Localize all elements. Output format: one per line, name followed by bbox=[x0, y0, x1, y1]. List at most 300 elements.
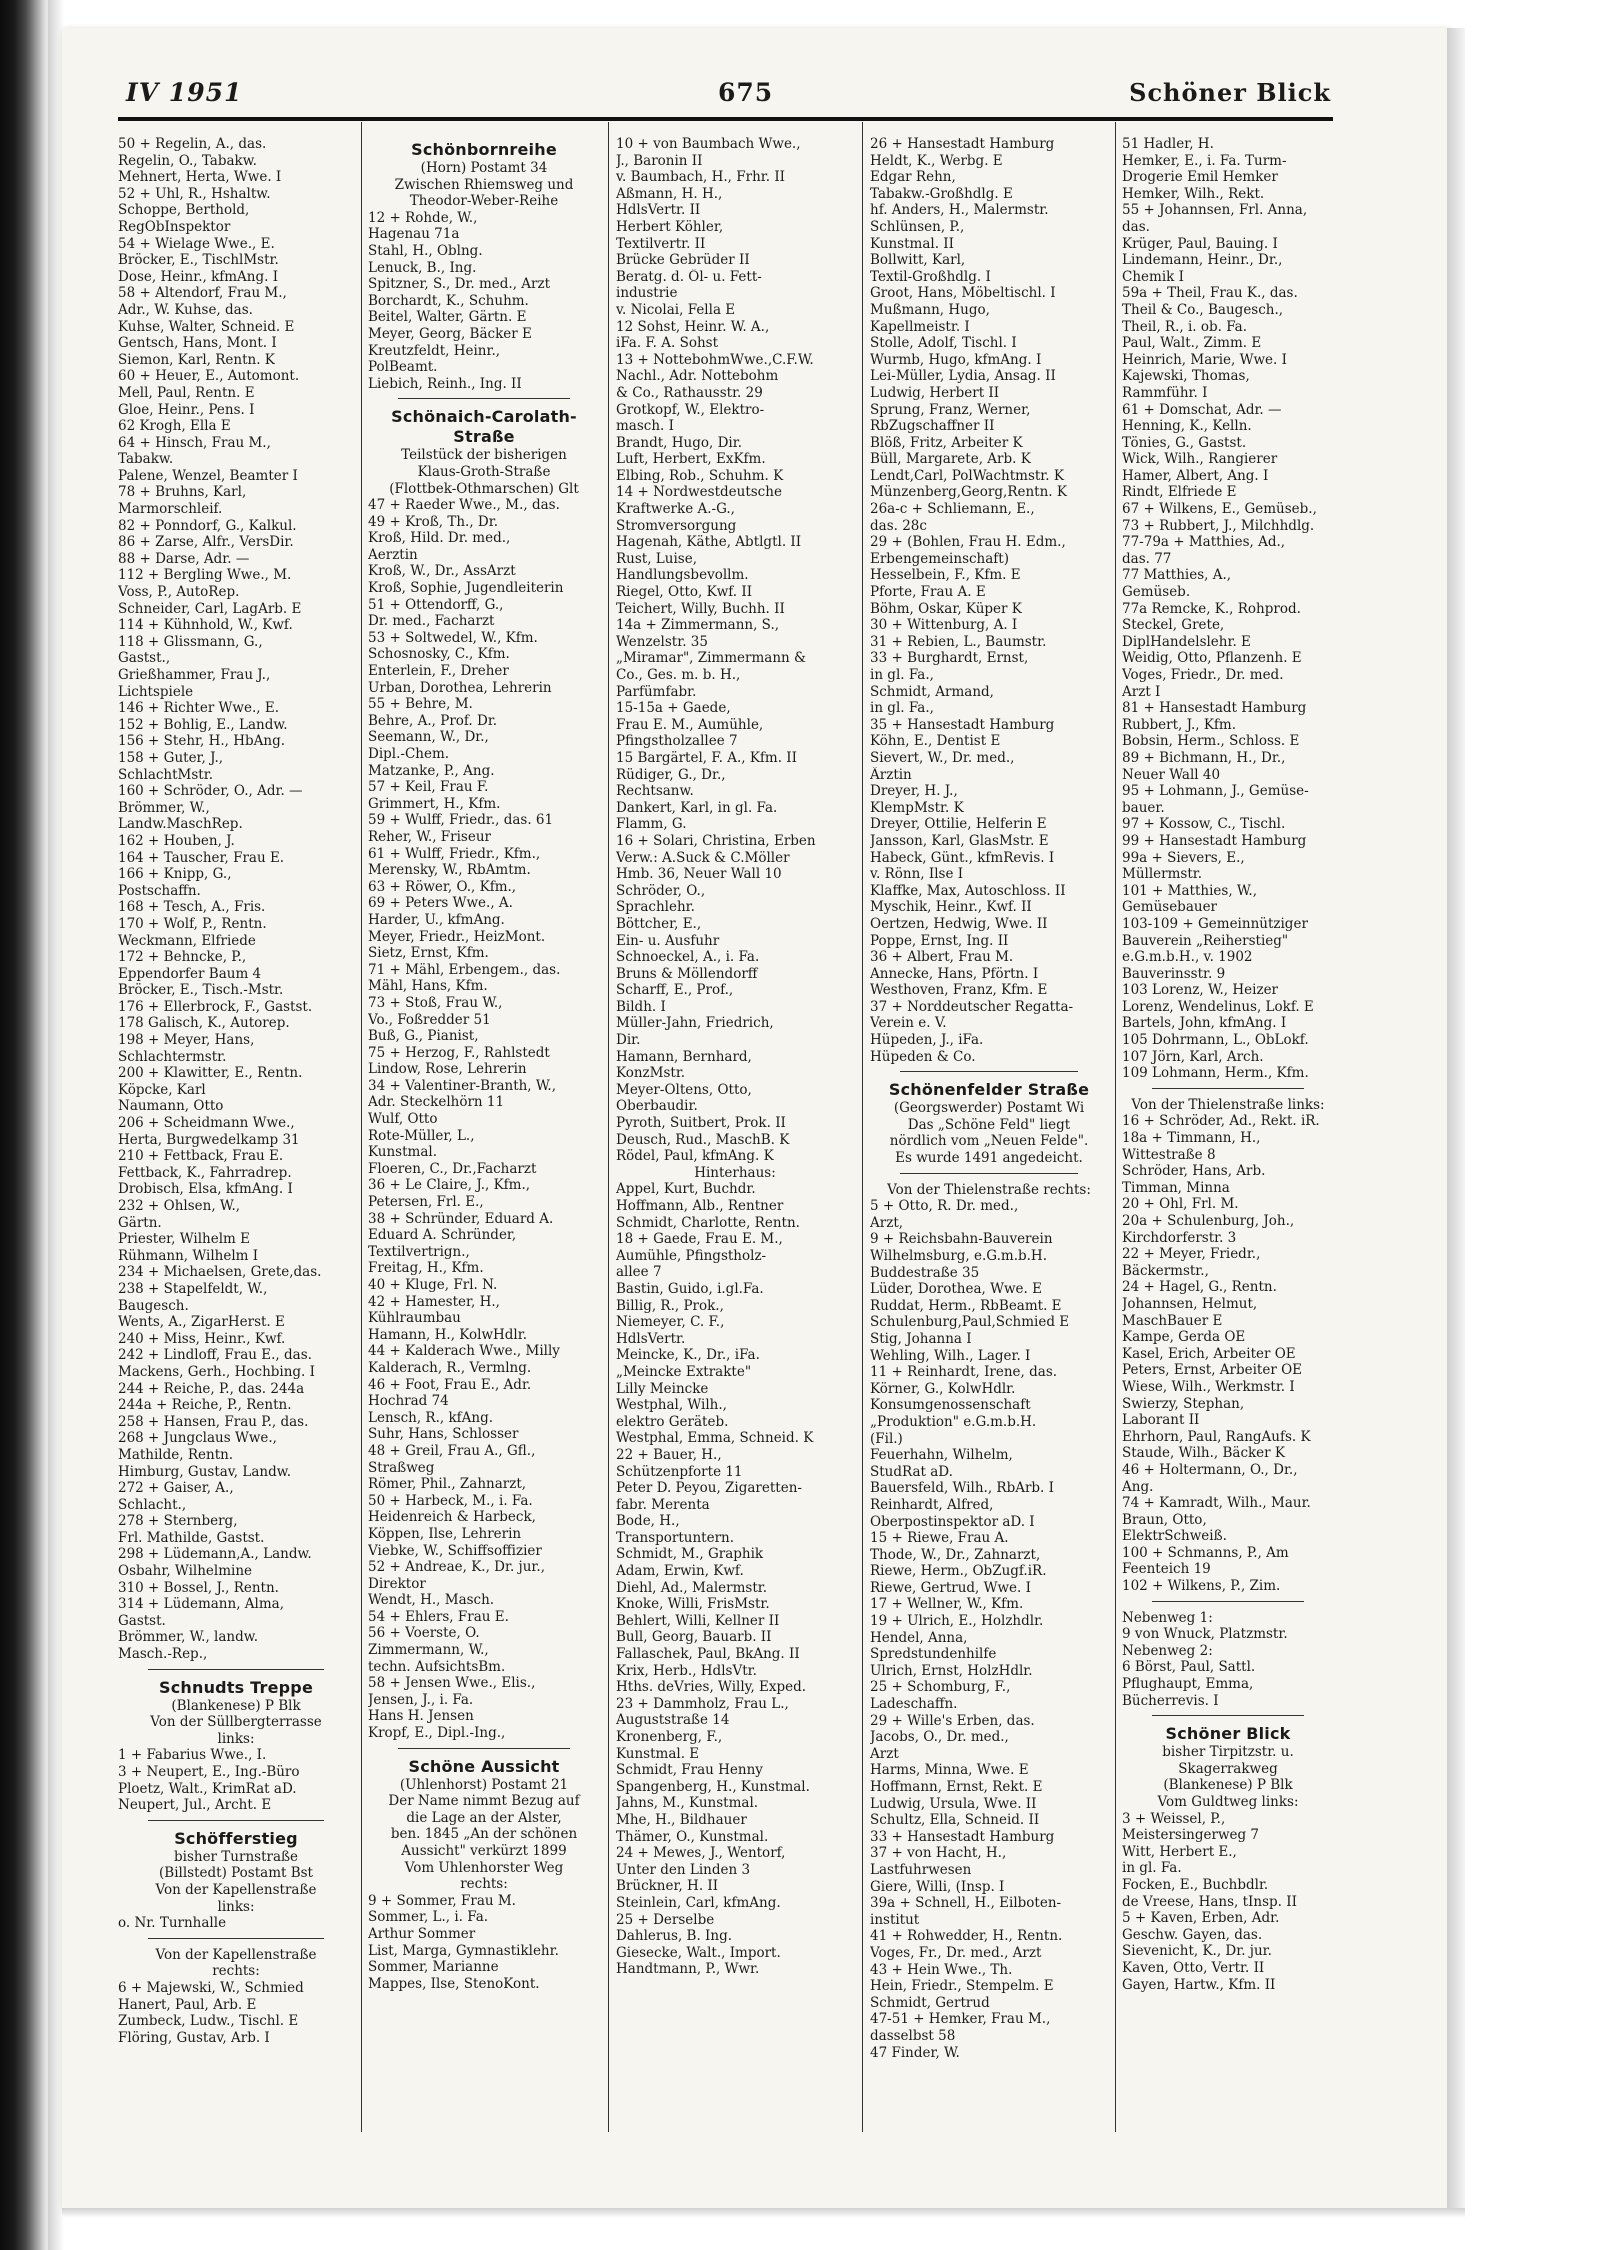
directory-entry-line: „Meincke Extrakte" bbox=[616, 1363, 752, 1380]
directory-entry-line: 105 Dohrmann, L., ObLokf. bbox=[1122, 1032, 1309, 1049]
directory-entry-line: 12 + Rohde, W., bbox=[368, 209, 478, 226]
directory-entry-line: Hendel, Anna, bbox=[870, 1629, 968, 1646]
directory-entry-line: Pfingstholzallee 7 bbox=[616, 733, 738, 750]
section-rule bbox=[1152, 1088, 1304, 1089]
directory-entry-line: 99 + Hansestadt Hamburg bbox=[1122, 832, 1307, 849]
directory-entry-line: Deusch, Rud., MaschB. K bbox=[616, 1131, 790, 1148]
directory-entry-line: Riegel, Otto, Kwf. II bbox=[616, 584, 753, 601]
street-note: Vom Guldtweg links: bbox=[1157, 1794, 1299, 1810]
directory-entry-line: Suhr, Hans, Schlosser bbox=[368, 1426, 519, 1443]
directory-entry-line: das. 28c bbox=[870, 517, 927, 534]
directory-entry-line: Mhe, H., Bildhauer bbox=[616, 1811, 747, 1828]
directory-entry-line: Hein, Friedr., Stempelm. E bbox=[870, 1978, 1054, 1995]
directory-entry-line: Mell, Paul, Rentn. E bbox=[118, 384, 255, 401]
street-note: Theodor-Weber-Reihe bbox=[409, 193, 559, 210]
directory-entry-line: Müller-Jahn, Friedrich, bbox=[616, 1015, 774, 1032]
directory-entry-line: Bastin, Guido, i.gl.Fa. bbox=[616, 1280, 764, 1297]
directory-entry-line: Johannsen, Helmut, bbox=[1122, 1295, 1258, 1312]
directory-entry-line: Pflughaupt, Emma, bbox=[1122, 1676, 1254, 1693]
directory-entry-line: 38 + Schründer, Eduard A. bbox=[368, 1210, 554, 1227]
directory-entry-line: Konsumgenossenschaft bbox=[870, 1397, 1031, 1414]
directory-entry-line: Ehrhorn, Paul, RangAufs. K bbox=[1122, 1428, 1311, 1445]
directory-entry-line: Hemker, E., i. Fa. Turm- bbox=[1122, 152, 1287, 169]
directory-entry-line: Adam, Erwin, Kwf. bbox=[616, 1563, 744, 1580]
directory-entry-line: Wenzelstr. 35 bbox=[616, 633, 708, 650]
directory-entry-line: 26 + Hansestadt Hamburg bbox=[870, 136, 1055, 152]
directory-entry-line: 3 + Weissel, P., bbox=[1122, 1810, 1226, 1827]
directory-entry-line: Baugesch. bbox=[118, 1297, 189, 1314]
volume-year: IV 1951 bbox=[126, 78, 243, 107]
directory-entry-line: Schmidt, M., Graphik bbox=[616, 1546, 764, 1563]
directory-entry-line: 51 Hadler, H. bbox=[1122, 136, 1214, 152]
directory-entry-line: 20a + Schulenburg, Joh., bbox=[1122, 1213, 1295, 1229]
directory-entry-line: Sievenicht, K., Dr. jur. bbox=[1122, 1943, 1272, 1960]
directory-entry-line: Scharff, E., Prof., bbox=[616, 982, 734, 999]
directory-entry-line: Meistersingerweg 7 bbox=[1122, 1827, 1260, 1844]
directory-entry-line: Behlert, Willi, Kellner II bbox=[616, 1612, 780, 1629]
directory-entry-line: das. 77 bbox=[1122, 550, 1172, 567]
directory-entry-line: 9 + Sommer, Frau M. bbox=[368, 1892, 516, 1909]
directory-entry-line: Schulenburg,Paul,Schmied E bbox=[870, 1314, 1070, 1331]
directory-entry-line: Schmidt, Frau Henny bbox=[616, 1762, 763, 1779]
directory-entry-line: Regelin, O., Tabakw. bbox=[118, 152, 257, 169]
directory-entry-line: Stahl, H., Oblng. bbox=[368, 242, 483, 259]
directory-entry-line: Kropf, E., Dipl.-Ing., bbox=[368, 1725, 506, 1742]
directory-entry-line: Laborant II bbox=[1122, 1412, 1200, 1429]
directory-entry-line: Direktor bbox=[368, 1575, 426, 1592]
directory-entry-line: 74 + Kamradt, Wilh., Maur. bbox=[1122, 1495, 1311, 1512]
street-note: Teilstück der bisherigen bbox=[401, 447, 567, 464]
directory-entry-line: HdlsVertr. bbox=[616, 1330, 686, 1347]
directory-entry-line: 40 + Kluge, Frl. N. bbox=[368, 1277, 498, 1293]
section-rule bbox=[148, 1820, 324, 1821]
directory-entry-line: Borchardt, K., Schuhm. bbox=[368, 292, 529, 309]
directory-entry-line: Schröder, O., bbox=[616, 882, 706, 899]
directory-entry-line: „Miramar", Zimmermann & bbox=[616, 650, 807, 667]
directory-entry-line: Enterlein, F., Dreher bbox=[368, 663, 509, 680]
directory-entry-line: Lindow, Rose, Lehrerin bbox=[368, 1061, 527, 1078]
directory-entry-line: Rühmann, Wilhelm I bbox=[118, 1247, 259, 1264]
directory-entry-line: Himburg, Gustav, Landw. bbox=[118, 1463, 291, 1480]
directory-entry-line: Hemker, Wilh., Rekt. bbox=[1122, 185, 1265, 202]
directory-entry-line: Reher, W., Friseur bbox=[368, 828, 491, 845]
directory-entry-line: 15 + Riewe, Frau A. bbox=[870, 1530, 1009, 1547]
directory-entry-line: Buddestraße 35 bbox=[870, 1264, 980, 1281]
directory-entry-line: 5 + Otto, R. Dr. med., bbox=[870, 1198, 1019, 1215]
directory-entry-line: industrie bbox=[616, 285, 678, 302]
directory-entry-line: Tabakw.-Großhdlg. E bbox=[870, 185, 1013, 202]
directory-entry-line: Schützenpforte 11 bbox=[616, 1463, 743, 1480]
directory-entry-line: Weckmann, Elfriede bbox=[118, 932, 256, 949]
directory-entry-line: 54 + Ehlers, Frau E. bbox=[368, 1608, 509, 1625]
directory-entry-line: Fallaschek, Paul, BkAng. II bbox=[616, 1646, 800, 1663]
directory-entry-line: Wendt, H., Masch. bbox=[368, 1592, 495, 1609]
directory-entry-line: 73 + Stoß, Frau W., bbox=[368, 994, 503, 1011]
directory-entry-line: Naumann, Otto bbox=[118, 1098, 224, 1115]
directory-entry-line: Steckel, Grete, bbox=[1122, 617, 1225, 634]
directory-entry-line: Riewe, Gertrud, Wwe. I bbox=[870, 1579, 1031, 1596]
directory-entry-line: Sietz, Ernst, Kfm. bbox=[368, 945, 489, 962]
directory-entry-line: Wurmb, Hugo, kfmAng. I bbox=[870, 351, 1042, 368]
directory-entry-line: Diehl, Ad., Malermstr. bbox=[616, 1579, 768, 1596]
directory-entry-line: Schmidt, Armand, bbox=[870, 683, 994, 700]
directory-entry-line: Henning, K., Kelln. bbox=[1122, 418, 1252, 435]
directory-entry-line: Kroß, Sophie, Jugendleiterin bbox=[368, 580, 564, 597]
directory-entry-line: Bauersfeld, Wilh., RbArb. I bbox=[870, 1480, 1054, 1497]
directory-entry-line: Bauverinsstr. 9 bbox=[1122, 965, 1226, 982]
directory-entry-line: Peter D. Peyou, Zigaretten- bbox=[616, 1480, 802, 1497]
directory-entry-line: 118 + Glissmann, G., bbox=[118, 633, 263, 650]
directory-entry-line: 43 + Hein Wwe., Th. bbox=[870, 1961, 1013, 1978]
directory-entry-line: 17 + Wellner, W., Kfm. bbox=[870, 1596, 1024, 1613]
directory-entry-line: Nebenweg 2: bbox=[1122, 1642, 1213, 1659]
directory-entry-line: 172 + Behncke, P., bbox=[118, 949, 247, 966]
directory-entry-line: Gloe, Heinr., Pens. I bbox=[118, 401, 255, 418]
directory-entry-line: Behre, A., Prof. Dr. bbox=[368, 712, 498, 729]
directory-entry-line: Ulrich, Ernst, HolzHdlr. bbox=[870, 1662, 1033, 1679]
directory-entry-line: Rubbert, J., Kfm. bbox=[1122, 716, 1237, 733]
street-heading: Schöne Aussicht bbox=[408, 1756, 560, 1776]
directory-entry-line: 200 + Klawitter, E., Rentn. bbox=[118, 1065, 303, 1082]
directory-entry-line: Hagenah, Käthe, Abtlgtl. II bbox=[616, 534, 802, 551]
directory-entry-line: Bode, H., bbox=[616, 1513, 680, 1530]
column-divider bbox=[862, 122, 863, 2132]
directory-entry-line: Sommer, L., i. Fa. bbox=[368, 1909, 489, 1926]
directory-entry-line: Arzt I bbox=[1122, 683, 1161, 700]
directory-entry-line: Giesecke, Walt., Import. bbox=[616, 1944, 781, 1961]
directory-entry-line: 244a + Reiche, P., Rentn. bbox=[118, 1397, 292, 1414]
directory-entry-line: Straßweg bbox=[368, 1459, 435, 1476]
directory-entry-line: Matzanke, P., Ang. bbox=[368, 762, 495, 779]
directory-entry-line: Co., Ges. m. b. H., bbox=[616, 667, 741, 683]
directory-entry-line: Kroß, Hild. Dr. med., bbox=[368, 530, 511, 547]
directory-entry-line: Müllermstr. bbox=[1122, 866, 1203, 883]
directory-entry-line: hf. Anders, H., Malermstr. bbox=[870, 202, 1049, 219]
page-edge-right bbox=[1447, 28, 1465, 2208]
directory-entry-line: 18a + Timmann, H., bbox=[1122, 1130, 1261, 1147]
directory-entry-line: 59a + Theil, Frau K., das. bbox=[1122, 285, 1298, 302]
directory-entry-line: Meyer, Friedr., HeizMont. bbox=[368, 928, 546, 945]
directory-entry-line: Kroß, W., Dr., AssArzt bbox=[368, 563, 516, 580]
directory-entry-line: Ang. bbox=[1122, 1478, 1154, 1495]
directory-entry-line: Lastfuhrwesen bbox=[870, 1861, 972, 1878]
directory-entry-line: Meyer, Georg, Bäcker E bbox=[368, 325, 532, 342]
directory-entry-line: 164 + Tauscher, Frau E. bbox=[118, 849, 285, 866]
directory-entry-line: institut bbox=[870, 1911, 920, 1928]
directory-entry-line: 36 + Albert, Frau M. bbox=[870, 949, 1014, 966]
street-note: rechts: bbox=[460, 1876, 508, 1893]
directory-entry-line: 42 + Hamester, H., bbox=[368, 1293, 500, 1310]
directory-entry-line: Merensky, W., RbAmtm. bbox=[368, 862, 531, 879]
directory-entry-line: Mußmann, Hugo, bbox=[870, 301, 990, 318]
directory-entry-line: Verw.: A.Suck & C.Möller bbox=[616, 849, 790, 866]
directory-entry-line: ElektrSchweiß. bbox=[1122, 1528, 1227, 1545]
directory-entry-line: Wulf, Otto bbox=[368, 1111, 438, 1128]
directory-entry-line: Wick, Wilh., Rangierer bbox=[1122, 451, 1278, 468]
directory-entry-line: 14a + Zimmermann, S., bbox=[616, 617, 780, 634]
directory-entry-line: Drogerie Emil Hemker bbox=[1122, 169, 1278, 186]
directory-entry-line: KlempMstr. K bbox=[870, 799, 964, 816]
street-note: (Blankenese) P Blk bbox=[1163, 1777, 1293, 1794]
street-note: die Lage an der Alster, bbox=[406, 1809, 562, 1826]
directory-entry-line: allee 7 bbox=[616, 1264, 662, 1281]
directory-entry-line: Kunstmal. E bbox=[616, 1745, 700, 1762]
directory-entry-line: Hoffmann, Ernst, Rekt. E bbox=[870, 1779, 1043, 1795]
street-note: Klaus-Groth-Straße bbox=[417, 463, 551, 480]
directory-entry-line: Kraftwerke A.-G., bbox=[616, 501, 735, 518]
directory-entry-line: Staude, Wilh., Bäcker K bbox=[1122, 1445, 1286, 1462]
directory-entry-line: 58 + Altendorf, Frau M., bbox=[118, 285, 287, 302]
directory-entry-line: 101 + Matthies, W., bbox=[1122, 882, 1257, 899]
directory-entry-line: in gl. Fa. bbox=[1122, 1860, 1182, 1877]
directory-entry-line: Paul, Walt., Zimm. E bbox=[1122, 335, 1262, 352]
directory-entry-line: List, Marga, Gymnastiklehr. bbox=[368, 1942, 559, 1959]
directory-entry-line: Feuerhahn, Wilhelm, bbox=[870, 1447, 1013, 1464]
street-note: bisher Tirpitzstr. u. bbox=[1162, 1744, 1294, 1761]
directory-entry-line: Lüder, Dorothea, Wwe. E bbox=[870, 1281, 1042, 1298]
directory-entry-line: das. bbox=[1122, 218, 1150, 235]
directory-entry-line: Hüpeden, J., iFa. bbox=[870, 1032, 984, 1049]
directory-entry-line: Beitel, Walter, Gärtn. E bbox=[368, 309, 527, 326]
page-number: 675 bbox=[718, 78, 774, 107]
directory-entry-line: Adr. Steckelhörn 11 bbox=[368, 1094, 505, 1111]
directory-entry-line: Kunstmal. II bbox=[870, 235, 954, 252]
directory-entry-line: Schultz, Ella, Schneid. II bbox=[870, 1812, 1040, 1829]
directory-entry-line: Myschik, Heinr., Kwf. II bbox=[870, 899, 1032, 916]
directory-entry-line: Chemik I bbox=[1122, 268, 1184, 285]
directory-entry-line: 103 Lorenz, W., Heizer bbox=[1122, 982, 1279, 999]
directory-entry-line: 310 + Bossel, J., Rentn. bbox=[118, 1579, 279, 1596]
directory-entry-line: 244 + Reiche, P., das. 244a bbox=[118, 1380, 305, 1397]
directory-entry-line: 232 + Ohlsen, W., bbox=[118, 1198, 241, 1214]
directory-entry-line: Floeren, C., Dr.,Facharzt bbox=[368, 1160, 537, 1177]
directory-entry-line: 55 + Behre, M. bbox=[368, 696, 473, 713]
street-note: (Flottbek-Othmarschen) Glt bbox=[389, 480, 579, 497]
directory-entry-line: Gayen, Hartw., Kfm. II bbox=[1122, 1976, 1276, 1993]
directory-entry-line: 238 + Stapelfeldt, W., bbox=[118, 1280, 268, 1297]
directory-entry-line: Geschw. Gayen, das. bbox=[1122, 1926, 1263, 1943]
directory-entry-line: 103-109 + Gemeinnütziger bbox=[1122, 915, 1308, 932]
directory-entry-line: Spangenberg, H., Kunstmal. bbox=[616, 1778, 810, 1795]
directory-entry-line: Schmidt, Charlotte, Rentn. bbox=[616, 1214, 800, 1231]
directory-entry-line: Jensen, J., i. Fa. bbox=[368, 1691, 474, 1708]
directory-entry-line: Gemüseb. bbox=[1122, 584, 1191, 601]
directory-entry-line: 52 + Andreae, K., Dr. jur., bbox=[368, 1559, 545, 1576]
binding-edge bbox=[0, 0, 48, 2250]
directory-entry-line: 146 + Richter Wwe., E. bbox=[118, 700, 279, 717]
directory-entry-line: 26a-c + Schliemann, E., bbox=[870, 501, 1035, 518]
section-rule bbox=[1152, 1715, 1304, 1716]
directory-entry-line: Peters, Ernst, Arbeiter OE bbox=[1122, 1362, 1303, 1379]
directory-entry-line: Heinrich, Marie, Wwe. I bbox=[1122, 351, 1287, 368]
directory-entry-line: Münzenberg,Georg,Rentn. K bbox=[870, 484, 1067, 501]
directory-entry-line: 46 + Holtermann, O., Dr., bbox=[1122, 1461, 1298, 1478]
directory-entry-line: Lensch, R., kfAng. bbox=[368, 1409, 494, 1426]
directory-entry-line: Sprung, Franz, Werner, bbox=[870, 401, 1031, 418]
directory-entry-line: Billig, R., Prok., bbox=[616, 1297, 724, 1314]
street-note: (Blankenese) P Blk bbox=[171, 1697, 301, 1714]
directory-entry-line: Mehnert, Herta, Wwe. I bbox=[118, 169, 282, 186]
directory-entry-line: Giere, Willi, (Insp. I bbox=[870, 1878, 1005, 1895]
directory-entry-line: Poppe, Ernst, Ing. II bbox=[870, 932, 1009, 949]
directory-entry-line: 198 + Meyer, Hans, bbox=[118, 1032, 255, 1049]
directory-entry-line: Flamm, G. bbox=[616, 816, 687, 833]
directory-entry-line: Brücke Gebrüder II bbox=[616, 252, 750, 269]
directory-entry-line: Rödel, Paul, kfmAng. K bbox=[616, 1148, 774, 1165]
directory-entry-line: & Co., Rathausstr. 29 bbox=[616, 384, 763, 401]
street-note: Vom Uhlenhorster Weg bbox=[404, 1859, 564, 1876]
directory-entry-line: 95 + Lohmann, J., Gemüse- bbox=[1122, 783, 1309, 800]
directory-entry-line: 272 + Gaiser, A., bbox=[118, 1480, 234, 1497]
directory-entry-line: elektro Geräteb. bbox=[616, 1413, 729, 1430]
directory-column-4 bbox=[870, 136, 1108, 2146]
directory-entry-line: 170 + Wolf, P., Rentn. bbox=[118, 915, 267, 932]
directory-entry-line: 1 + Fabarius Wwe., I. bbox=[118, 1747, 267, 1764]
directory-entry-line: Gastst. bbox=[118, 1612, 166, 1629]
directory-entry-line: Frau E. M., Aumühle, bbox=[616, 716, 764, 733]
directory-entry-line: Rindt, Elfriede E bbox=[1122, 484, 1237, 501]
directory-entry-line: Voss, P., AutoRep. bbox=[118, 584, 240, 601]
directory-entry-line: StudRat aD. bbox=[870, 1463, 953, 1480]
directory-entry-line: Thode, W., Dr., Zahnarzt, bbox=[870, 1546, 1041, 1563]
directory-entry-line: Sommer, Marianne bbox=[368, 1959, 499, 1976]
street-note: Es wurde 1491 angedeicht. bbox=[895, 1150, 1083, 1167]
directory-entry-line: 6 + Majewski, W., Schmied bbox=[118, 1979, 304, 1996]
directory-entry-line: Oberbaudir. bbox=[616, 1098, 698, 1115]
page-header bbox=[126, 72, 1331, 112]
directory-entry-line: 20 + Ohl, Frl. M. bbox=[1122, 1196, 1239, 1213]
directory-entry-line: 114 + Kühnhold, W., Kwf. bbox=[118, 617, 293, 634]
directory-entry-line: Sprachlehr. bbox=[616, 899, 695, 916]
directory-entry-line: Böttcher, E., bbox=[616, 915, 702, 932]
directory-entry-line: Aerztin bbox=[368, 546, 418, 563]
directory-entry-line: 112 + Bergling Wwe., M. bbox=[118, 567, 292, 584]
directory-entry-line: 64 + Hinsch, Frau M., bbox=[118, 434, 271, 451]
directory-entry-line: Teichert, Willy, Buchh. II bbox=[616, 600, 785, 617]
directory-entry-line: Siemon, Karl, Rentn. K bbox=[118, 351, 275, 368]
directory-entry-line: Eduard A. Schründer, bbox=[368, 1227, 517, 1244]
directory-entry-line: Parfümfabr. bbox=[616, 683, 697, 700]
directory-entry-line: 24 + Hagel, G., Rentn. bbox=[1122, 1279, 1277, 1296]
directory-entry-line: SchlachtMstr. bbox=[118, 766, 213, 783]
directory-entry-line: Spredstundenhilfe bbox=[870, 1646, 997, 1663]
directory-entry-line: Voges, Friedr., Dr. med. bbox=[1122, 667, 1284, 683]
street-heading: Schöner Blick bbox=[1165, 1724, 1291, 1744]
directory-entry-line: 24 + Mewes, J., Wentorf, bbox=[616, 1845, 786, 1862]
directory-entry-line: Jahns, M., Kunstmal. bbox=[616, 1795, 759, 1812]
directory-entry-line: Ludwig, Herbert II bbox=[870, 384, 1000, 401]
directory-column-2 bbox=[368, 136, 600, 2146]
directory-entry-line: Frl. Mathilde, Gastst. bbox=[118, 1529, 265, 1546]
directory-entry-line: Dir. bbox=[616, 1032, 641, 1049]
directory-entry-line: v. Rönn, Ilse I bbox=[870, 866, 964, 883]
directory-entry-line: in gl. Fa., bbox=[870, 700, 934, 717]
directory-entry-line: Schnoeckel, A., i. Fa. bbox=[616, 949, 760, 966]
directory-entry-line: fabr. Merenta bbox=[616, 1496, 710, 1513]
street-heading: Schönenfelder Straße bbox=[888, 1080, 1090, 1100]
directory-entry-line: dasselbst 58 bbox=[870, 2027, 956, 2044]
directory-entry-line: Hüpeden & Co. bbox=[870, 1048, 976, 1065]
street-heading: Schönbornreihe bbox=[411, 140, 557, 159]
directory-entry-line: PolBeamt. bbox=[368, 359, 438, 376]
directory-entry-line: 25 + Derselbe bbox=[616, 1911, 715, 1928]
directory-entry-line: KonzMstr. bbox=[616, 1065, 686, 1082]
directory-entry-line: 47 + Raeder Wwe., M., das. bbox=[368, 497, 560, 514]
directory-entry-line: Krüger, Paul, Bauing. I bbox=[1122, 235, 1278, 252]
directory-entry-line: 12 Sohst, Heinr. W. A., bbox=[616, 318, 770, 335]
directory-entry-line: Rust, Luise, bbox=[616, 550, 697, 567]
directory-entry-line: 48 + Greil, Frau A., Gfl., bbox=[368, 1442, 536, 1459]
directory-entry-line: Hans H. Jensen bbox=[368, 1708, 474, 1725]
directory-entry-line: Hochrad 74 bbox=[368, 1393, 449, 1410]
directory-entry-line: 166 + Knipp, G., bbox=[118, 866, 232, 883]
directory-entry-line: 107 Jörn, Karl, Arch. bbox=[1122, 1048, 1264, 1065]
directory-entry-line: 47 Finder, W. bbox=[870, 2044, 960, 2061]
directory-entry-line: 78 + Bruhns, Karl, bbox=[118, 484, 247, 501]
directory-entry-line: 29 + Wille's Erben, das. bbox=[870, 1712, 1035, 1729]
street-note: Von der Süllbergterrasse bbox=[150, 1714, 322, 1731]
directory-entry-line: 35 + Hansestadt Hamburg bbox=[870, 716, 1055, 733]
directory-entry-line: Heidenreich & Harbeck, bbox=[368, 1509, 536, 1526]
directory-entry-line: Bruns & Möllendorff bbox=[616, 965, 758, 982]
directory-entry-line: Ein- u. Ausfuhr bbox=[616, 932, 720, 949]
directory-column-1 bbox=[118, 136, 354, 2146]
directory-entry-line: Schneider, Carl, LagArb. E bbox=[118, 600, 302, 617]
directory-entry-line: Kirchdorferstr. 3 bbox=[1122, 1229, 1237, 1246]
directory-entry-line: Postschaffn. bbox=[118, 882, 201, 899]
street-note: Das „Schöne Feld" liegt bbox=[907, 1116, 1071, 1133]
directory-entry-line: Urban, Dorothea, Lehrerin bbox=[368, 679, 552, 696]
directory-entry-line: Kronenberg, F., bbox=[616, 1729, 723, 1745]
directory-entry-line: 55 + Johannsen, Frl. Anna, bbox=[1122, 202, 1308, 219]
directory-entry-line: Grotkopf, W., Elektro- bbox=[616, 401, 765, 418]
directory-entry-line: 158 + Guter, J., bbox=[118, 749, 224, 766]
directory-entry-line: Meyer-Oltens, Otto, bbox=[616, 1081, 752, 1098]
street-note: Von der Thielenstraße links: bbox=[1131, 1096, 1325, 1113]
directory-entry-line: 278 + Sternberg, bbox=[118, 1513, 238, 1530]
directory-entry-line: 16 + Solari, Christina, Erben bbox=[616, 832, 816, 849]
directory-entry-line: Seemann, W., Dr., bbox=[368, 729, 489, 746]
street-note: Hinterhaus: bbox=[694, 1164, 776, 1181]
directory-entry-line: Rüdiger, G., Dr., bbox=[616, 766, 726, 783]
directory-entry-line: RbZugschaffner II bbox=[870, 418, 995, 435]
directory-entry-line: Groot, Hans, Möbeltischl. I bbox=[870, 285, 1056, 302]
directory-entry-line: 62 Krogh, Ella E bbox=[118, 418, 231, 435]
directory-entry-line: 22 + Bauer, H., bbox=[616, 1446, 722, 1463]
directory-entry-line: Liebich, Reinh., Ing. II bbox=[368, 375, 522, 392]
directory-entry-line: RegObInspektor bbox=[118, 218, 231, 235]
directory-entry-line: Bull, Georg, Bauarb. II bbox=[616, 1629, 772, 1646]
directory-entry-line: Rammführ. I bbox=[1122, 384, 1208, 401]
directory-entry-line: Vo., Foßredder 51 bbox=[368, 1011, 491, 1028]
directory-entry-line: Kühlraumbau bbox=[368, 1310, 461, 1327]
directory-entry-line: Pyroth, Suitbert, Prok. II bbox=[616, 1115, 786, 1132]
directory-entry-line: 39a + Schnell, H., Eilboten- bbox=[870, 1895, 1062, 1912]
directory-entry-line: Pforte, Frau A. E bbox=[870, 584, 986, 601]
directory-entry-line: Herta, Burgwedelkamp 31 bbox=[118, 1131, 300, 1148]
directory-entry-line: 73 + Rubbert, J., Milchhdlg. bbox=[1122, 517, 1315, 534]
directory-entry-line: Zumbeck, Ludw., Tischl. E bbox=[118, 2013, 299, 2030]
directory-entry-line: Bäckermstr., bbox=[1122, 1262, 1209, 1279]
directory-entry-line: Nebenweg 1: bbox=[1122, 1609, 1213, 1626]
directory-entry-line: Bartels, John, kfmAng. I bbox=[1122, 1015, 1287, 1032]
directory-entry-line: Adr., W. Kuhse, das. bbox=[118, 301, 253, 318]
directory-entry-line: Stromversorgung bbox=[616, 517, 737, 534]
directory-entry-line: Zimmermann, W., bbox=[368, 1642, 489, 1659]
directory-entry-line: Mathilde, Rentn. bbox=[118, 1446, 234, 1463]
directory-entry-line: Arzt bbox=[870, 1745, 899, 1762]
directory-entry-line: Sievert, W., Dr. med., bbox=[870, 749, 1015, 766]
